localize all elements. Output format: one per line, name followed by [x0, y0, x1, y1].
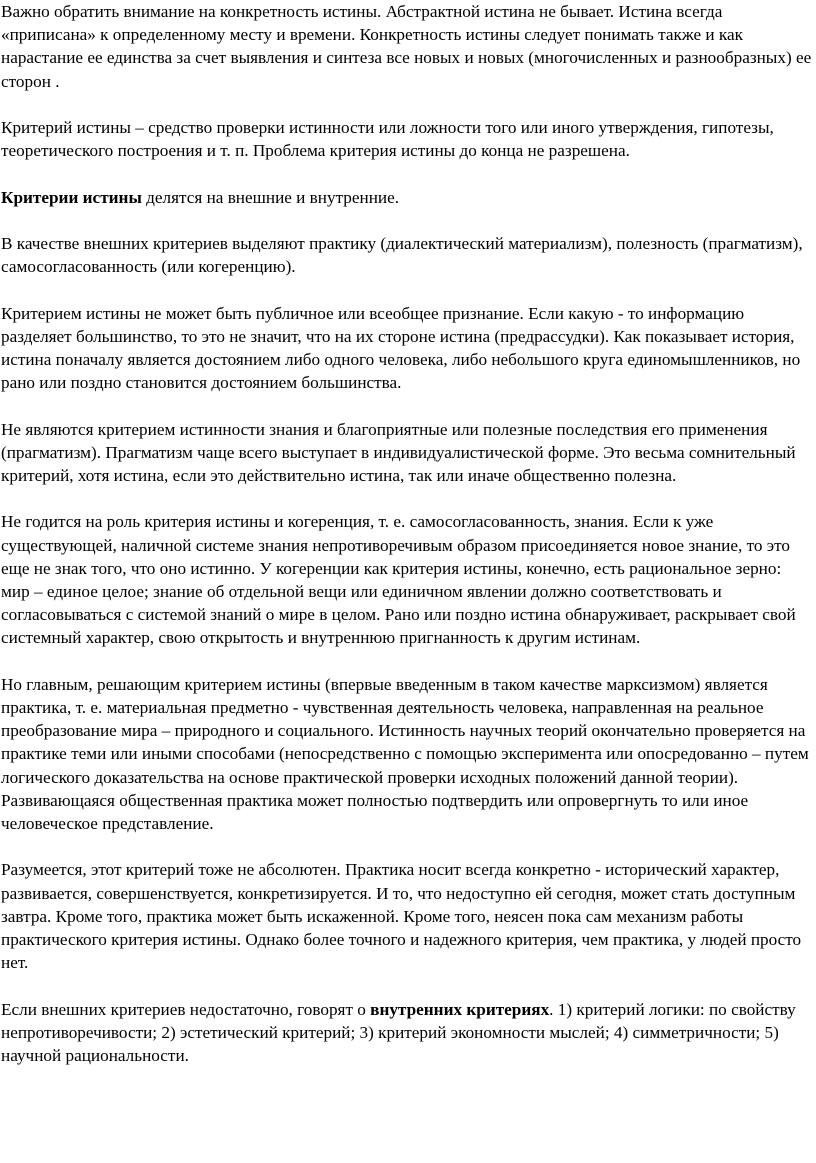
- paragraph-practice: Но главным, решающим критерием истины (впервые введенным в таком качестве марксизмом) является практика, т. е. материальная предметно - чувственная деятельность человека, направленная на реальное преобразование мира – природного и социального. Истинность научных теорий окончательно проверяется на практике теми или иными способами (непосредственно с помощью эксперимента или опосредованно – путем логического доказательства на основе практической проверки исходных положений данной теории). Развивающаяся общественная практика может полностью подтвердить или опровергнуть то или иное человеческое представление.: [1, 674, 809, 833]
- paragraph-external-criteria: В качестве внешних критериев выделяют практику (диалектический материализм), полезность (прагматизм), самосогласованность (или когеренцию).: [1, 233, 803, 277]
- paragraph-criteria-division: [1, 186, 813, 209]
- paragraph-truth-concreteness: Важно обратить внимание на конкретность истины. Абстрактной истина не бывает. Истина всегда «приписана» к определенному месту и времени. Конкретность истины следует понимать также и как нарастание ее единства за счет выявления и синтеза все новых и новых (многочисленных и разнообразных) ее сторон .: [1, 2, 812, 91]
- paragraph-internal-criteria: [1, 998, 813, 1068]
- paragraph-practice-limits: Разумеется, этот критерий тоже не абсолютен. Практика носит всегда конкретно - исторический характер, развивается, совершенствуется, конкретизируется. И то, что недоступно ей сегодня, может стать доступным завтра. Кроме того, практика может быть искаженной. Кроме того, неясен пока сам механизм работы практического критерия истины. Однако более точного и надежного критерия, чем практика, у людей просто нет.: [1, 860, 802, 973]
- bold-term-internal-criteria: внутренних критериях: [370, 999, 550, 1019]
- paragraph-pragmatism: Не являются критерием истинности знания и благоприятные или полезные последствия его применения (прагматизм). Прагматизм чаще всего выступает в индивидуалистической форме. Это весьма сомнительный критерий, хотя истина, если это действительно истина, так или иначе общественно полезна.: [1, 419, 796, 485]
- paragraph-internal-criteria-start: Если внешних критериев недостаточно, говорят о: [1, 999, 371, 1019]
- paragraph-truth-criterion-definition: Критерий истины – средство проверки истинности или ложности того или иного утверждения, гипотезы, теоретического построения и т. п. Проблема критерия истины до конца не разрешена.: [1, 118, 774, 161]
- paragraph-public-recognition: Критерием истины не может быть публичное или всеобщее признание. Если какую - то информацию разделяет большинство, то это не значит, что на их стороне истина (предрассудки). Как показывает история, истина поначалу является достоянием либо одного человека, либо небольшого круга единомышленников, но рано или поздно становится достоянием большинства.: [1, 303, 801, 393]
- bold-term-criteria: Критерии истины: [1, 187, 142, 207]
- paragraph-coherence: Не годится на роль критерия истины и когеренция, т. е. самосогласованность, знания. Если к уже существующей, наличной системе знания непротиворечивым образом присоединяется новое знание, то это еще не знак того, что оно истинно. У когеренции как критерия истины, конечно, есть рациональное зерно: мир – единое целое; знание об отдельной вещи или единичном явлении должно соответствовать и согласовываться с системой знаний о мире в целом. Рано или поздно истина обнаруживает, раскрывает свой системный характер, свою открытость и внутреннюю пригнанность к другим истинам.: [1, 512, 796, 648]
- paragraph-criteria-division-text: делятся на внешние и внутренние.: [141, 187, 400, 207]
- paragraph-internal-criteria-list: . 1) критерий логики: по свойству непротиворечивости; 2) эстетический критерий; 3) критерий экономности мыслей; 4) симметричности; 5) научной рациональности.: [1, 999, 796, 1065]
- document-page: [1, 0, 813, 1067]
